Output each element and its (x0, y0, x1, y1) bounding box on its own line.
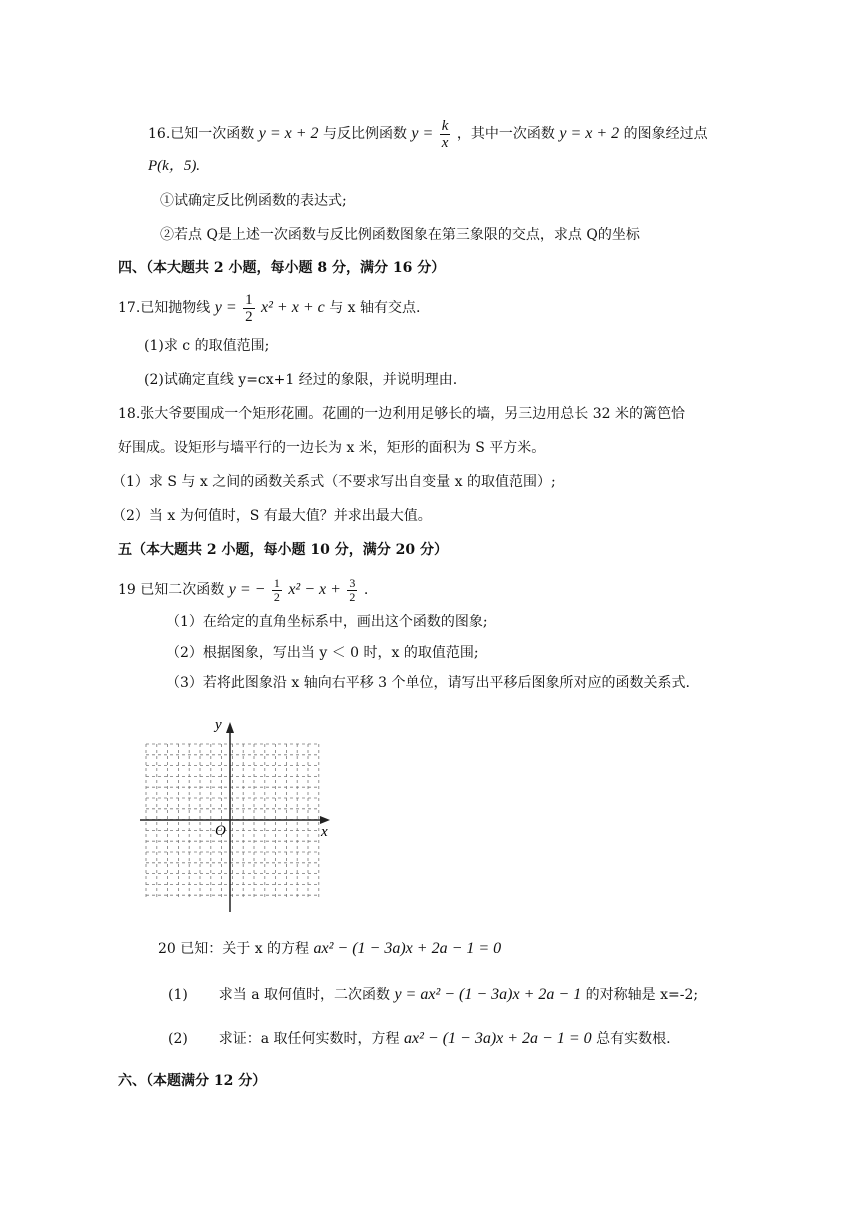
q18-part1: （1）求 S 与 x 之间的函数关系式（不要求写出自变量 x 的取值范围）; (112, 474, 556, 490)
q17-part1: (1)求 c 的取值范围; (144, 338, 270, 354)
q19-end: . (363, 582, 369, 598)
q16-point: P(k，5). (148, 158, 201, 174)
q19-fraction1 (272, 577, 282, 604)
q20-prefix: 20 已知：关于 x 的方程 (158, 941, 310, 957)
q20-line1 (158, 934, 501, 964)
x-axis-arrow (320, 816, 330, 824)
q20-part1-a: 求当 a 取何值时，二次函数 (218, 987, 390, 1003)
q17-line1 (118, 290, 420, 326)
q20-part1 (168, 980, 698, 1010)
section4-heading: 四、（本大题共 2 小题，每小题 8 分，满分 16 分） (118, 260, 446, 276)
q19-den1: 2 (273, 589, 280, 604)
q16-linear-fn: y = x + 2 (258, 125, 319, 142)
q17-lhs: y = (214, 299, 237, 316)
q20-part2-a: 求证：a 取任何实数时，方程 (218, 1031, 400, 1047)
section6-heading: 六、（本题满分 12 分） (118, 1073, 267, 1089)
q19-mid: x² − x + (288, 581, 341, 598)
x-axis-label: x (321, 824, 328, 840)
q18-line2: 好围成。设矩形与墙平行的一边长为 x 米，矩形的面积为 S 平方米。 (118, 440, 546, 456)
q17-num: 1 (245, 291, 253, 308)
y-axis-arrow (226, 722, 234, 733)
q19-den2: 2 (349, 589, 356, 604)
q16-part1: ①试确定反比例函数的表达式; (160, 193, 347, 209)
q16-line1 (148, 116, 708, 152)
q17-fraction (243, 292, 255, 325)
origin-label: O (215, 823, 226, 839)
q17-rhs: x² + x + c (261, 299, 325, 316)
q16-part2: ②若点 Q是上述一次函数与反比例函数图象在第三象限的交点，求点 Q的坐标 (160, 227, 640, 243)
q16-and-inverse: 与反比例函数 (322, 126, 407, 142)
grid-lines (146, 744, 319, 900)
q20-equation: ax² − (1 − 3a)x + 2a − 1 = 0 (313, 940, 502, 957)
q16-inverse-num: k (441, 117, 449, 134)
q19-prefix: 19 已知二次函数 (118, 582, 225, 598)
q16-passes: 的图象经过点 (623, 126, 708, 142)
q19-part2: （2）根据图象，写出当 y ＜ 0 时，x 的取值范围; (166, 645, 479, 661)
q20-part1-b: 的对称轴是 x=-2; (585, 987, 699, 1003)
q18-line1: 18.张大爷要围成一个矩形花圃。花圃的一边利用足够长的墙，另三边用总长 32 米的篱笆恰 (118, 406, 685, 422)
y-axis-label: y (215, 717, 222, 733)
q19-fraction2 (347, 577, 357, 604)
q20-part2-eq: ax² − (1 − 3a)x + 2a − 1 = 0 (404, 1030, 592, 1047)
q20-part2-b: 总有实数根. (596, 1031, 671, 1047)
q17-den: 2 (245, 308, 253, 325)
q19-num1: 1 (273, 575, 280, 590)
section5-heading: 五（本大题共 2 小题，每小题 10 分，满分 20 分） (118, 542, 448, 558)
q20-part1-eq: y = ax² − (1 − 3a)x + 2a − 1 (394, 986, 582, 1003)
q18-part2: （2）当 x 为何值时，S 有最大值？并求出最大值。 (112, 508, 432, 524)
q17-part2: (2)试确定直线 y=cx+1 经过的象限，并说明理由. (144, 372, 458, 388)
q19-num2: 3 (349, 575, 356, 590)
q20-part2-no: (2) (168, 1031, 188, 1047)
q16-inverse-lhs: y = (411, 125, 434, 142)
q16-linear-fn2: y = x + 2 (559, 125, 620, 142)
q19-lhs: y = − (228, 581, 266, 598)
q16-inverse-fraction (440, 118, 451, 151)
q20-part1-no: (1) (168, 987, 188, 1003)
q20-part2 (168, 1024, 671, 1054)
q16-inverse-den: x (441, 134, 449, 151)
q16-prefix: 16.已知一次函数 (148, 126, 255, 142)
q16-mid: ，其中一次函数 (456, 126, 555, 142)
q17-suffix: 与 x 轴有交点. (329, 300, 421, 316)
coordinate-grid (138, 714, 338, 914)
q17-prefix: 17.已知抛物线 (118, 300, 211, 316)
q19-part3: （3）若将此图象沿 x 轴向右平移 3 个单位，请写出平移后图象所对应的函数关系式. (166, 675, 690, 691)
q19-part1: （1）在给定的直角坐标系中，画出这个函数的图象; (166, 614, 488, 630)
q19-line1 (118, 570, 368, 610)
